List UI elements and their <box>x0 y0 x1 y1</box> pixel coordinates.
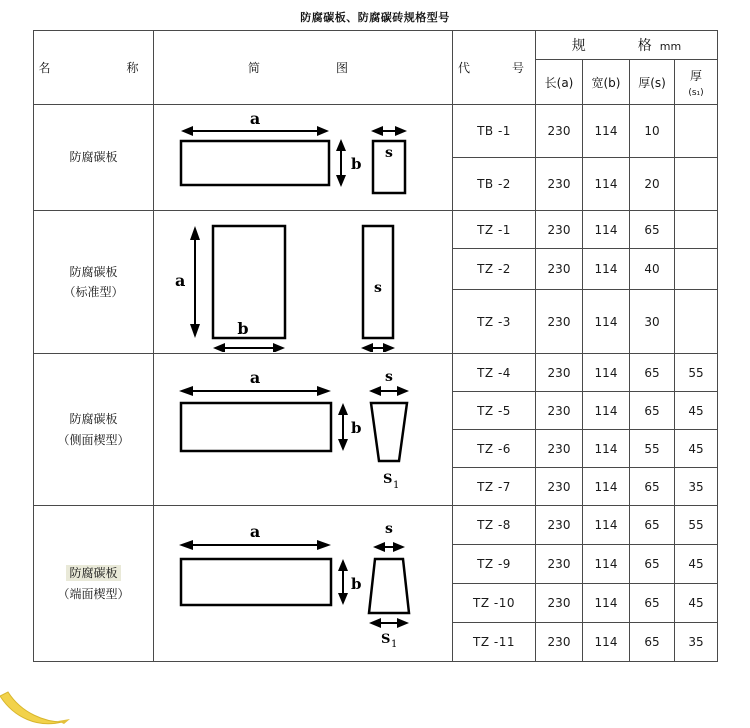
code-cell: TZ -11 <box>453 623 536 662</box>
header-col-s1-sub: (s₁) <box>688 87 704 98</box>
value-s1: 55 <box>675 354 718 392</box>
value-s: 65 <box>630 545 675 584</box>
value-s1 <box>675 249 718 290</box>
tall-plate-with-s-icon <box>173 212 433 352</box>
end-wedge-diagram <box>154 519 452 649</box>
value-a: 230 <box>536 105 583 158</box>
value-s: 20 <box>630 158 675 211</box>
value-s: 65 <box>630 354 675 392</box>
value-a: 230 <box>536 430 583 468</box>
group-name-line: 防腐碳板 <box>69 412 118 427</box>
code-cell: TZ -5 <box>453 392 536 430</box>
value-a: 230 <box>536 623 583 662</box>
value-s1 <box>675 105 718 158</box>
flat-plate-with-s-icon <box>173 109 433 207</box>
table-row <box>34 506 718 545</box>
code-cell: TZ -2 <box>453 249 536 290</box>
group-diagram-cell <box>154 354 453 506</box>
group-name-line: 防腐碳板 <box>69 264 118 279</box>
value-b: 114 <box>583 158 630 211</box>
header-col-b: 宽(b) <box>583 60 630 105</box>
group-name-line: 防腐碳板 <box>69 150 118 165</box>
svg-text:s: s <box>374 280 382 296</box>
value-b: 114 <box>583 506 630 545</box>
header-name: 名 称 <box>34 31 154 105</box>
header-col-a: 长(a) <box>536 60 583 105</box>
value-a: 230 <box>536 506 583 545</box>
spec-table-container <box>33 30 717 662</box>
value-b: 114 <box>583 392 630 430</box>
svg-text:s: s <box>385 368 393 385</box>
table-row <box>34 211 718 249</box>
header-col-s1-main: 厚 <box>689 68 702 83</box>
header-diagram: 简 图 <box>154 31 453 105</box>
svg-text:a: a <box>249 521 261 541</box>
value-a: 230 <box>536 249 583 290</box>
header-unit: mm <box>659 40 682 53</box>
value-b: 114 <box>583 623 630 662</box>
value-b: 114 <box>583 249 630 290</box>
table-row <box>34 105 718 158</box>
value-s: 10 <box>630 105 675 158</box>
svg-text:1: 1 <box>391 638 398 649</box>
value-s1: 45 <box>675 584 718 623</box>
value-b: 114 <box>583 211 630 249</box>
svg-text:b: b <box>237 319 249 338</box>
value-a: 230 <box>536 211 583 249</box>
value-s: 30 <box>630 290 675 354</box>
group-name-line: （标准型） <box>63 285 124 299</box>
header-col-s1 <box>675 60 718 105</box>
end-wedge-icon <box>173 519 433 649</box>
group-name-highlight: 防腐碳板 <box>66 565 120 581</box>
group-name-cell <box>34 211 154 354</box>
svg-text:a: a <box>249 108 261 128</box>
value-b: 114 <box>583 105 630 158</box>
group-name-line: （侧面楔型） <box>57 432 130 447</box>
svg-text:b: b <box>351 418 362 437</box>
code-cell: TB -2 <box>453 158 536 211</box>
value-a: 230 <box>536 158 583 211</box>
group-name-line: （端面楔型） <box>57 586 130 601</box>
code-cell: TZ -9 <box>453 545 536 584</box>
value-s: 65 <box>630 506 675 545</box>
value-s: 55 <box>630 430 675 468</box>
svg-text:b: b <box>351 154 362 173</box>
value-b: 114 <box>583 290 630 354</box>
side-wedge-icon <box>173 365 433 495</box>
group-diagram-cell <box>154 506 453 662</box>
group-name-cell <box>34 105 154 211</box>
table-row <box>34 354 718 392</box>
value-s: 40 <box>630 249 675 290</box>
value-s1: 45 <box>675 392 718 430</box>
code-cell: TZ -6 <box>453 430 536 468</box>
value-a: 230 <box>536 468 583 506</box>
header-col-s: 厚(s) <box>630 60 675 105</box>
svg-text:1: 1 <box>393 479 400 491</box>
header-spec-group <box>536 31 718 60</box>
value-s: 65 <box>630 468 675 506</box>
svg-text:S: S <box>383 471 393 487</box>
value-s1: 55 <box>675 506 718 545</box>
page-title: 防腐碳板、防腐碳砖规格型号 <box>300 11 450 24</box>
value-s: 65 <box>630 211 675 249</box>
flat-plate-diagram <box>154 109 452 207</box>
value-s1 <box>675 290 718 354</box>
svg-text:a: a <box>249 367 261 387</box>
value-s1: 35 <box>675 623 718 662</box>
code-cell: TZ -3 <box>453 290 536 354</box>
value-s1 <box>675 211 718 249</box>
banana-decoration-icon <box>0 688 80 728</box>
value-s1 <box>675 158 718 211</box>
value-s: 65 <box>630 584 675 623</box>
value-s1: 45 <box>675 545 718 584</box>
svg-text:s: s <box>385 520 393 537</box>
code-cell: TB -1 <box>453 105 536 158</box>
code-cell: TZ -4 <box>453 354 536 392</box>
header-code: 代 号 <box>453 31 536 105</box>
value-a: 230 <box>536 545 583 584</box>
tall-plate-diagram <box>154 212 452 352</box>
code-cell: TZ -8 <box>453 506 536 545</box>
header-row-1 <box>34 31 718 60</box>
value-a: 230 <box>536 392 583 430</box>
value-b: 114 <box>583 468 630 506</box>
group-name-line <box>34 563 153 583</box>
value-b: 114 <box>583 584 630 623</box>
svg-text:S: S <box>381 631 391 647</box>
value-s: 65 <box>630 392 675 430</box>
value-b: 114 <box>583 545 630 584</box>
svg-text:b: b <box>351 574 362 593</box>
value-s1: 45 <box>675 430 718 468</box>
value-a: 230 <box>536 290 583 354</box>
value-a: 230 <box>536 354 583 392</box>
value-a: 230 <box>536 584 583 623</box>
group-diagram-cell <box>154 105 453 211</box>
svg-text:a: a <box>175 271 186 290</box>
code-cell: TZ -7 <box>453 468 536 506</box>
value-b: 114 <box>583 430 630 468</box>
header-spec-label: 规 格 <box>571 38 660 54</box>
group-diagram-cell <box>154 211 453 354</box>
code-cell: TZ -10 <box>453 584 536 623</box>
side-wedge-diagram <box>154 365 452 495</box>
value-b: 114 <box>583 354 630 392</box>
value-s1: 35 <box>675 468 718 506</box>
spec-table <box>33 30 718 662</box>
group-name-cell <box>34 506 154 662</box>
svg-text:s: s <box>385 144 393 161</box>
code-cell: TZ -1 <box>453 211 536 249</box>
group-name-cell <box>34 354 154 506</box>
value-s: 65 <box>630 623 675 662</box>
